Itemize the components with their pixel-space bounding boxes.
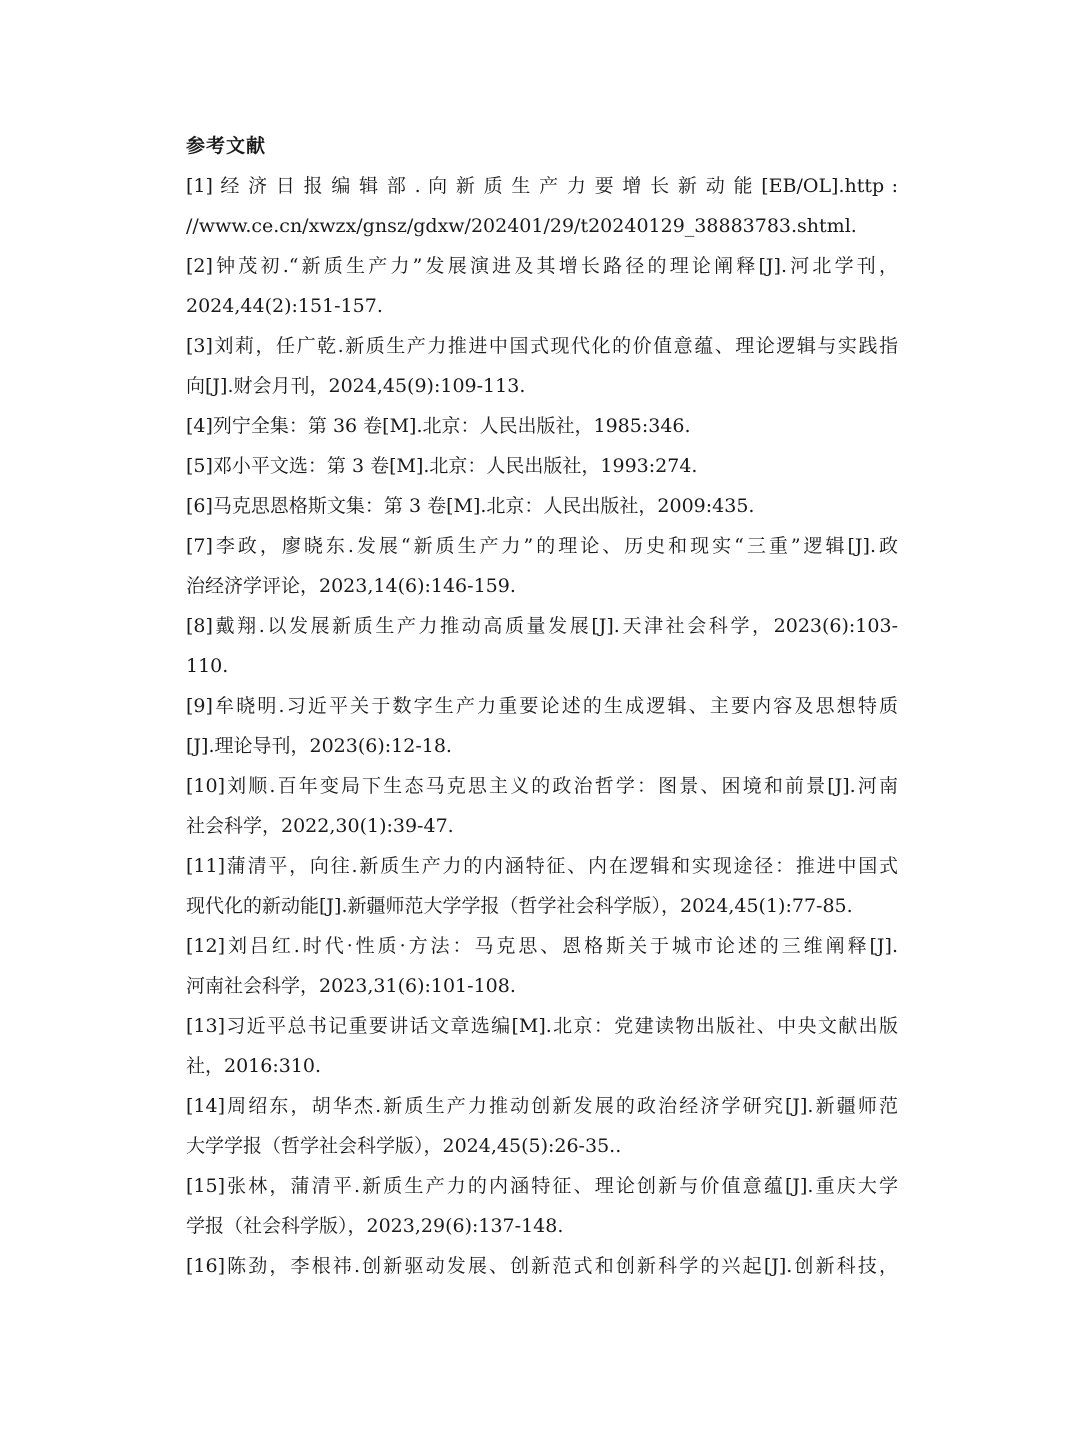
- reference-line: [16]陈劲，李根祎.创新驱动发展、创新范式和创新科学的兴起[J].创新科技，: [186, 1255, 898, 1277]
- reference-line: [2]钟茂初.“新质生产力”发展演进及其增长路径的理论阐释[J].河北学刊，: [186, 255, 898, 277]
- reference-line: 社，2016:310.: [186, 1055, 322, 1077]
- reference-line: [10]刘顺.百年变局下生态马克思主义的政治哲学：图景、困境和前景[J].河南: [186, 775, 898, 797]
- reference-item: [186, 1086, 898, 1166]
- reference-line: 向[J].财会月刊，2024,45(9):109-113.: [186, 375, 526, 397]
- reference-line: [4]列宁全集：第 36 卷[M].北京：人民出版社，1985:346.: [186, 415, 691, 437]
- reference-line: [6]马克思恩格斯文集：第 3 卷[M].北京：人民出版社，2009:435.: [186, 495, 755, 517]
- reference-item: [186, 166, 898, 246]
- reference-line: 大学学报（哲学社会科学版），2024,45(5):26-35..: [186, 1135, 622, 1157]
- reference-line: 社会科学，2022,30(1):39-47.: [186, 815, 454, 837]
- reference-line: 河南社会科学，2023,31(6):101-108.: [186, 975, 516, 997]
- reference-item: [186, 486, 898, 526]
- reference-item: [186, 1246, 898, 1286]
- reference-item: [186, 766, 898, 846]
- reference-line: [9]牟晓明.习近平关于数字生产力重要论述的生成逻辑、主要内容及思想特质: [186, 695, 898, 717]
- reference-line: //www.ce.cn/xwzx/gnsz/gdxw/202401/29/t20240129_38883783.shtml.: [186, 215, 857, 237]
- reference-item: [186, 326, 898, 406]
- reference-line: [J].理论导刊，2023(6):12-18.: [186, 735, 452, 757]
- reference-line: [12]刘吕红.时代·性质·方法：马克思、恩格斯关于城市论述的三维阐释[J].: [186, 935, 898, 957]
- references-page: [186, 126, 898, 1286]
- reference-line: [11]蒲清平，向往.新质生产力的内涵特征、内在逻辑和实现途径：推进中国式: [186, 855, 898, 877]
- reference-line: [13]习近平总书记重要讲话文章选编[M].北京：党建读物出版社、中央文献出版: [186, 1015, 898, 1037]
- reference-line: [15]张林，蒲清平.新质生产力的内涵特征、理论创新与价值意蕴[J].重庆大学: [186, 1175, 898, 1197]
- reference-item: [186, 846, 898, 926]
- reference-line: [7]李政，廖晓东.发展“新质生产力”的理论、历史和现实“三重”逻辑[J].政: [186, 535, 898, 557]
- reference-line: 110.: [186, 655, 229, 677]
- reference-line: 治经济学评论，2023,14(6):146-159.: [186, 575, 516, 597]
- references-heading: 参考文献: [186, 135, 267, 157]
- reference-item: [186, 1166, 898, 1246]
- reference-item: [186, 606, 898, 686]
- reference-line: 现代化的新动能[J].新疆师范大学学报（哲学社会科学版），2024,45(1):77-85.: [186, 895, 853, 917]
- reference-line: 2024,44(2):151-157.: [186, 295, 383, 317]
- reference-line: 学报（社会科学版），2023,29(6):137-148.: [186, 1215, 564, 1237]
- reference-item: [186, 1006, 898, 1086]
- reference-item: [186, 526, 898, 606]
- reference-item: [186, 926, 898, 1006]
- reference-item: [186, 406, 898, 446]
- reference-line: [8]戴翔.以发展新质生产力推动高质量发展[J].天津社会科学，2023(6):103-: [186, 615, 898, 637]
- reference-item: [186, 686, 898, 766]
- reference-line: [3]刘莉，任广乾.新质生产力推进中国式现代化的价值意蕴、理论逻辑与实践指: [186, 335, 898, 357]
- reference-list: [186, 166, 898, 1286]
- reference-item: [186, 246, 898, 326]
- reference-line: [5]邓小平文选：第 3 卷[M].北京：人民出版社，1993:274.: [186, 455, 698, 477]
- reference-line: [1] 经 济 日 报 编 辑 部 . 向 新 质 生 产 力 要 增 长 新 动 能 [EB/OL].http :: [186, 175, 898, 197]
- reference-line: [14]周绍东，胡华杰.新质生产力推动创新发展的政治经济学研究[J].新疆师范: [186, 1095, 898, 1117]
- reference-item: [186, 446, 898, 486]
